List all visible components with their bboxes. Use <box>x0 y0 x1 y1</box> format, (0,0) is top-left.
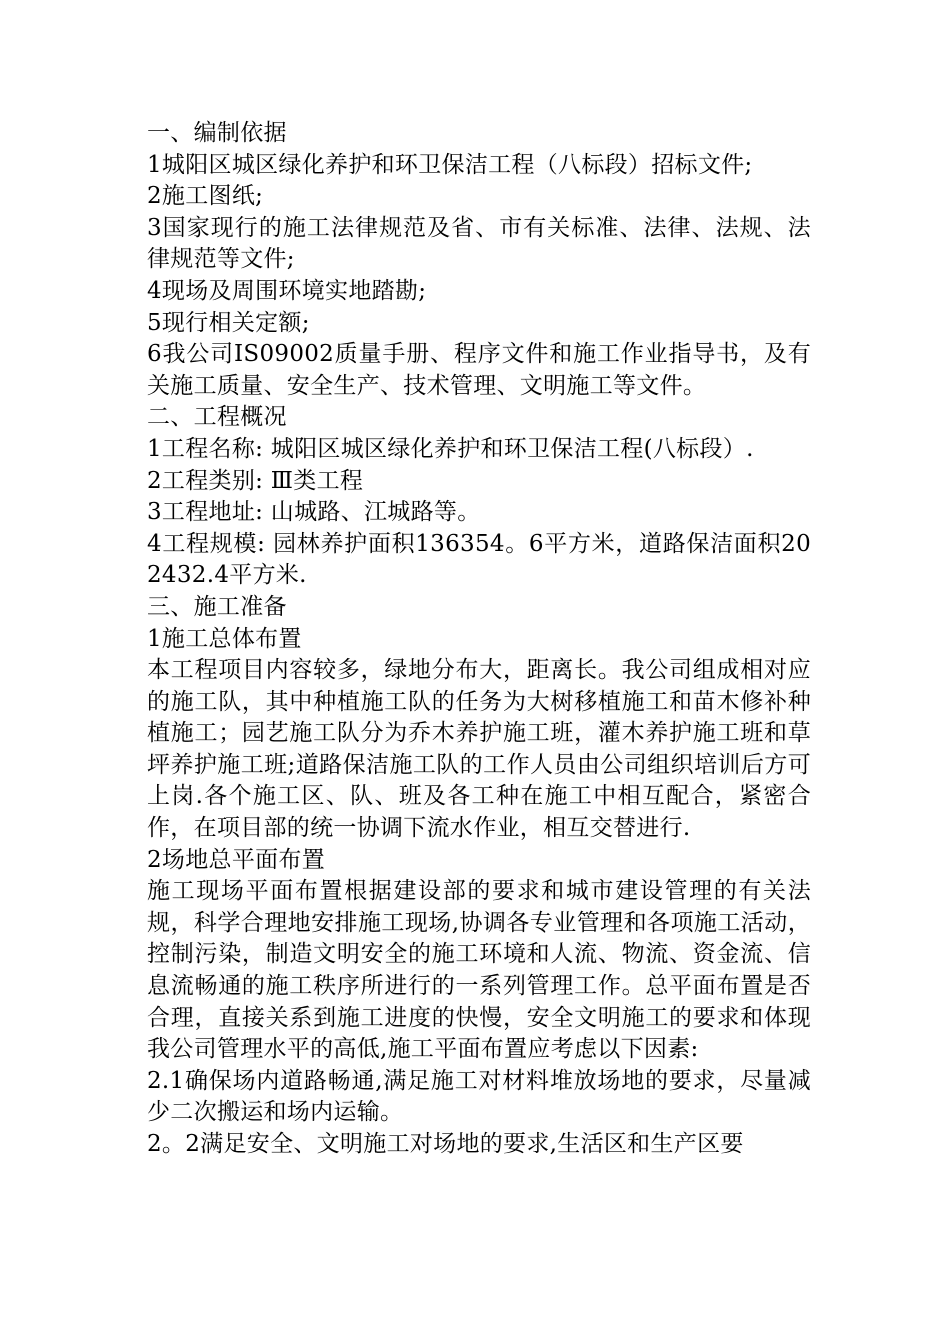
body-paragraph: 施工现场平面布置根据建设部的要求和城市建设管理的有关法规，科学合理地安排施工现场,协调各专业管理和各项施工活动，控制污染，制造文明安全的施工环境和人流、物流、资金流、信息流畅通的施工秩序所进行的一系列管理工作。总平面布置是否合理，直接关系到施工进度的快慢，安全文明施工的要求和体现我公司管理水平的高低,施工平面布置应考虑以下因素: <box>147 878 811 1063</box>
subsection-heading: 1施工总体布置 <box>147 625 302 652</box>
section-heading-overview: 二、工程概况 <box>147 404 287 431</box>
list-item: 6我公司IS09002质量手册、程序文件和施工作业指导书，及有关施工质量、安全生产、技术管理、文明施工等文件。 <box>147 341 811 399</box>
subsection-heading: 2场地总平面布置 <box>147 846 326 873</box>
list-item: 2.1确保场内道路畅通,满足施工对材料堆放场地的要求，尽量减少二次搬运和场内运输。 <box>147 1067 811 1126</box>
body-paragraph: 本工程项目内容较多，绿地分布大，距离长。我公司组成相对应的施工队，其中种植施工队的任务为大树移植施工和苗木修补种植施工；园艺施工队分为乔木养护施工班，灌木养护施工班和草坪养护施工班;道路保洁施工队的工作人员由公司组织培训后方可上岗.各个施工区、队、班及各工种在施工中相互配合，紧密合作，在项目部的统一协调下流水作业，相互交替进行. <box>147 657 811 842</box>
section-heading-basis: 一、编制依据 <box>147 120 287 146</box>
list-item: 3工程地址: 山城路、江城路等。 <box>147 499 481 526</box>
list-item: 4工程规模: 园林养护面积136354。6平方米，道路保洁面积202432.4平方米. <box>147 530 811 589</box>
list-item: 2工程类别: Ⅲ类工程 <box>147 467 364 494</box>
list-item: 5现行相关定额; <box>147 309 310 336</box>
section-heading-preparation: 三、施工准备 <box>147 593 287 620</box>
list-item: 4现场及周围环境实地踏勘; <box>147 277 427 304</box>
list-item: 3国家现行的施工法律规范及省、市有关标准、法律、法规、法律规范等文件; <box>147 214 811 273</box>
list-item: 1工程名称: 城阳区城区绿化养护和环卫保洁工程(八标段）. <box>147 435 754 462</box>
list-item: 1城阳区城区绿化养护和环卫保洁工程（八标段）招标文件; <box>147 151 753 178</box>
list-item: 2施工图纸; <box>147 183 264 210</box>
document-body <box>147 118 811 1161</box>
list-item: 2。2满足安全、文明施工对场地的要求,生活区和生产区要 <box>147 1131 744 1157</box>
